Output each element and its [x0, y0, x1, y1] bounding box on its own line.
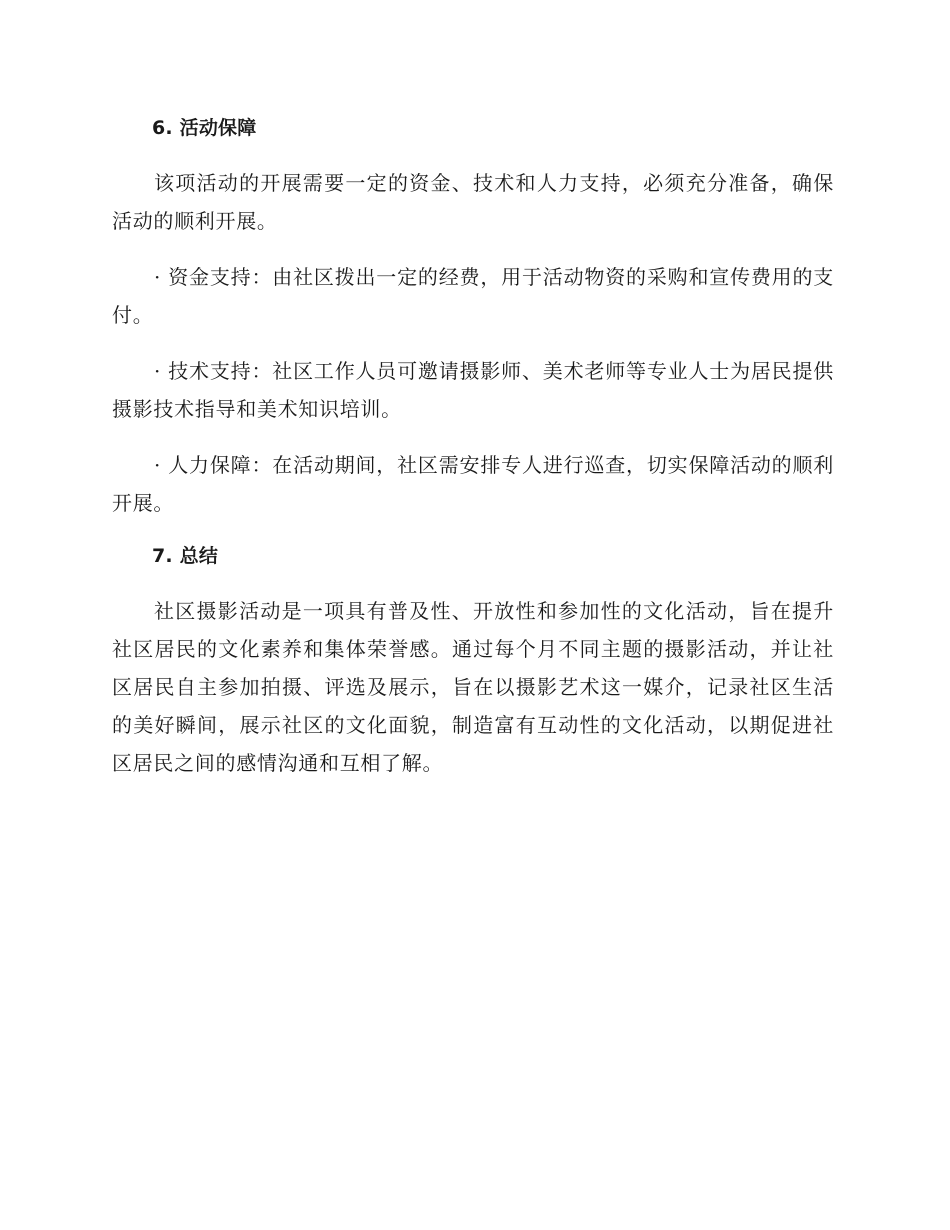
- section-7-body: 社区摄影活动是一项具有普及性、开放性和参加性的文化活动，旨在提升社区居民的文化素养和集体荣誉感。通过每个月不同主题的摄影活动，并让社区居民自主参加拍摄、评选及展示，旨在以摄影艺术这一媒介，记录社区生活的美好瞬间，展示社区的文化面貌，制造富有互动性的文化活动，以期促进社区居民之间的感情沟通和互相了解。: [112, 599, 834, 775]
- bullet-manpower-support: · 人力保障：在活动期间，社区需安排专人进行巡查，切实保障活动的顺利开展。: [112, 453, 834, 515]
- section-6-heading: 6. 活动保障: [152, 117, 257, 139]
- bullet-technical-support: · 技术支持：社区工作人员可邀请摄影师、美术老师等专业人士为居民提供摄影技术指导和美术知识培训。: [112, 359, 834, 421]
- bullet-funding-support: · 资金支持：由社区拨出一定的经费，用于活动物资的采购和宣传费用的支付。: [112, 265, 834, 327]
- section-6-intro: 该项活动的开展需要一定的资金、技术和人力支持，必须充分准备，确保活动的顺利开展。: [112, 171, 834, 233]
- section-7-heading: 7. 总结: [152, 545, 219, 567]
- document-page: [112, 112, 834, 800]
